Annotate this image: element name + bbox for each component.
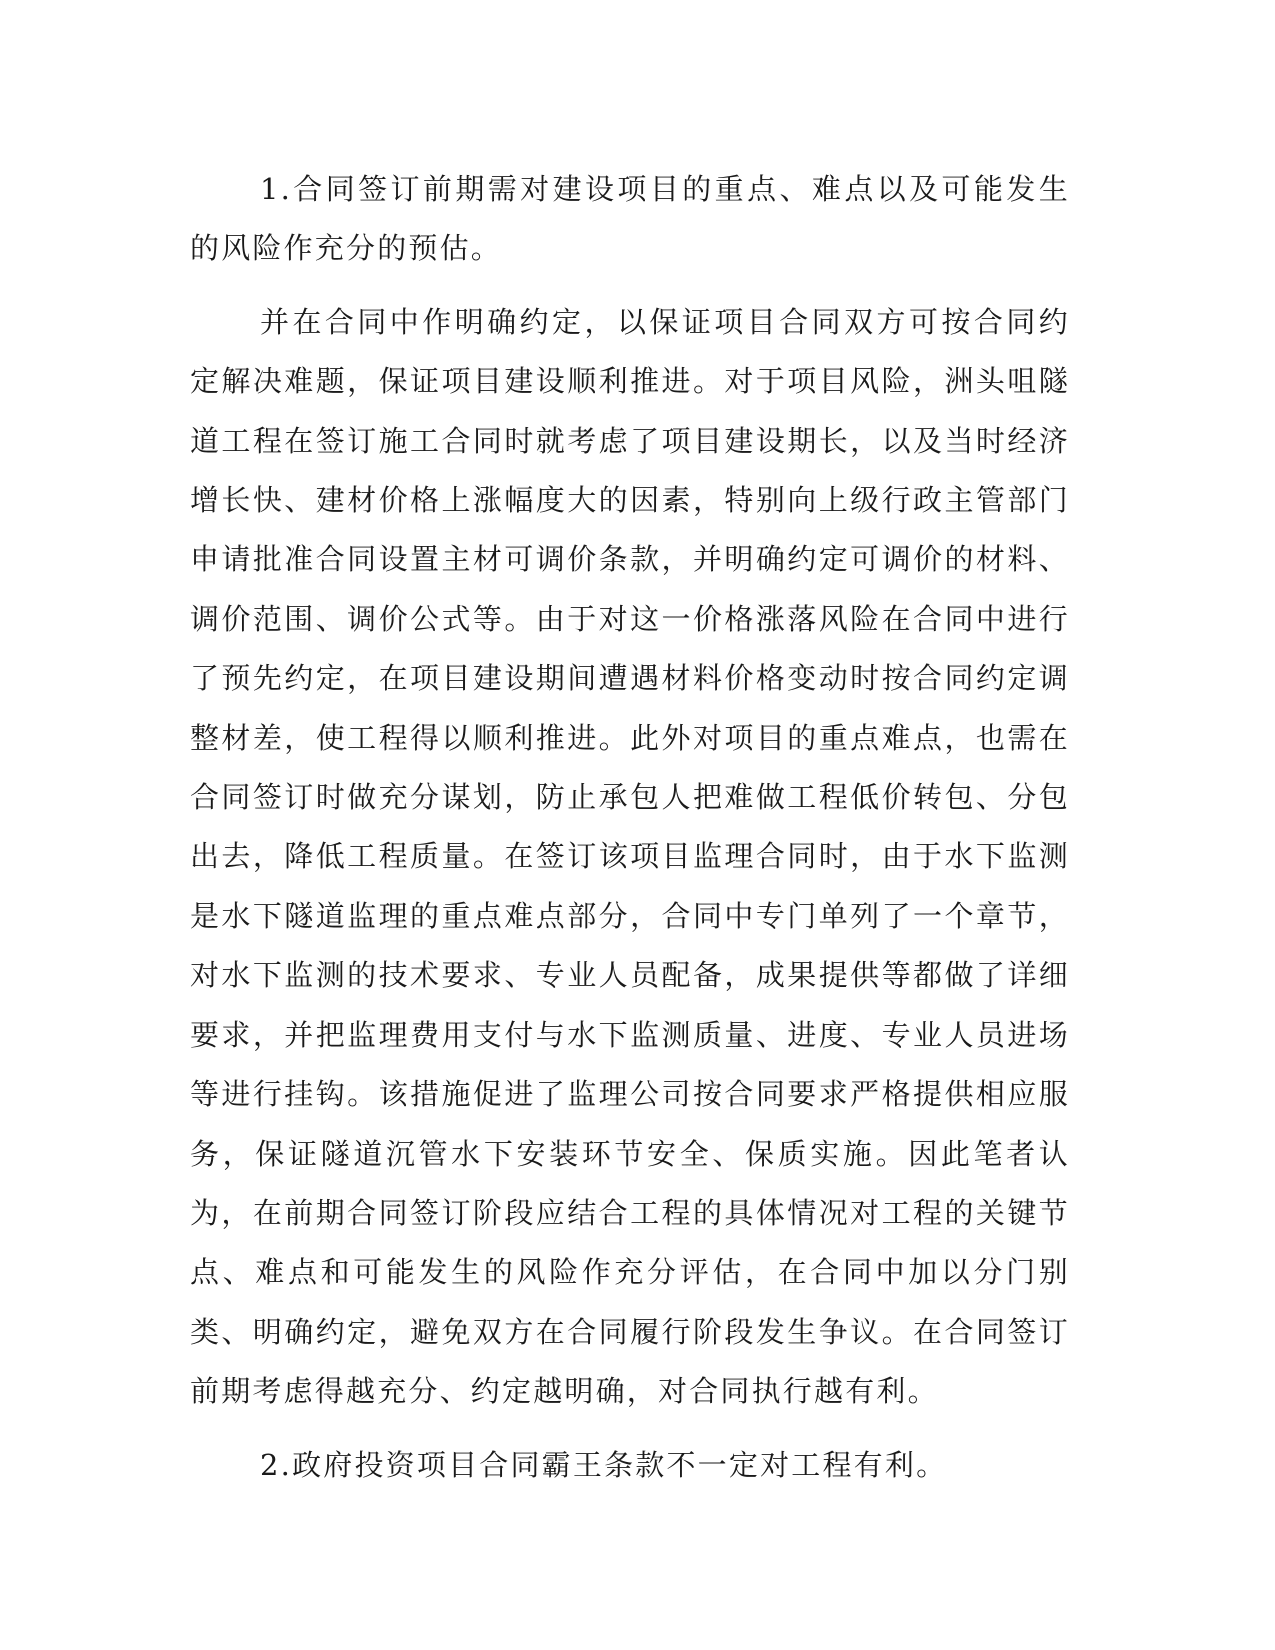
paragraph-overbearing-clauses: 2.政府投资项目合同霸王条款不一定对工程有利。	[260, 1447, 948, 1482]
paragraph-contract-explicit-agreement: 并在合同中作明确约定，以保证项目合同双方可按合同约定解决难题，保证项目建设顺利推进。对于项目风险，洲头咀隧道工程在签订施工合同时就考虑了项目建设期长，以及当时经济增长快、建材价格上涨幅度大的因素，特别向上级行政主管部门申请批准合同设置主材可调价条款，并明确约定可调价的材料、调价范围、调价公式等。由于对这一价格涨落风险在合同中进行了预先约定，在项目建设期间遭遇材料价格变动时按合同约定调整材差，使工程得以顺利推进。此外对项目的重点难点，也需在合同签订时做充分谋划，防止承包人把难做工程低价转包、分包出去，降低工程质量。在签订该项目监理合同时，由于水下监测是水下隧道监理的重点难点部分，合同中专门单列了一个章节，对水下监测的技术要求、专业人员配备，成果提供等都做了详细要求，并把监理费用支付与水下监测质量、进度、专业人员进场等进行挂钩。该措施促进了监理公司按合同要求严格提供相应服务，保证隧道沉管水下安装环节安全、保质实施。因此笔者认为，在前期合同签订阶段应结合工程的具体情况对工程的关键节点、难点和可能发生的风险作充分评估，在合同中加以分门别类、明确约定，避免双方在合同履行阶段发生争议。在合同签订前期考虑得越充分、约定越明确，对合同执行越有利。	[190, 304, 1070, 1409]
document-body	[190, 160, 1070, 1495]
paragraph-contract-preassessment: 1.合同签订前期需对建设项目的重点、难点以及可能发生的风险作充分的预估。	[190, 172, 1070, 266]
